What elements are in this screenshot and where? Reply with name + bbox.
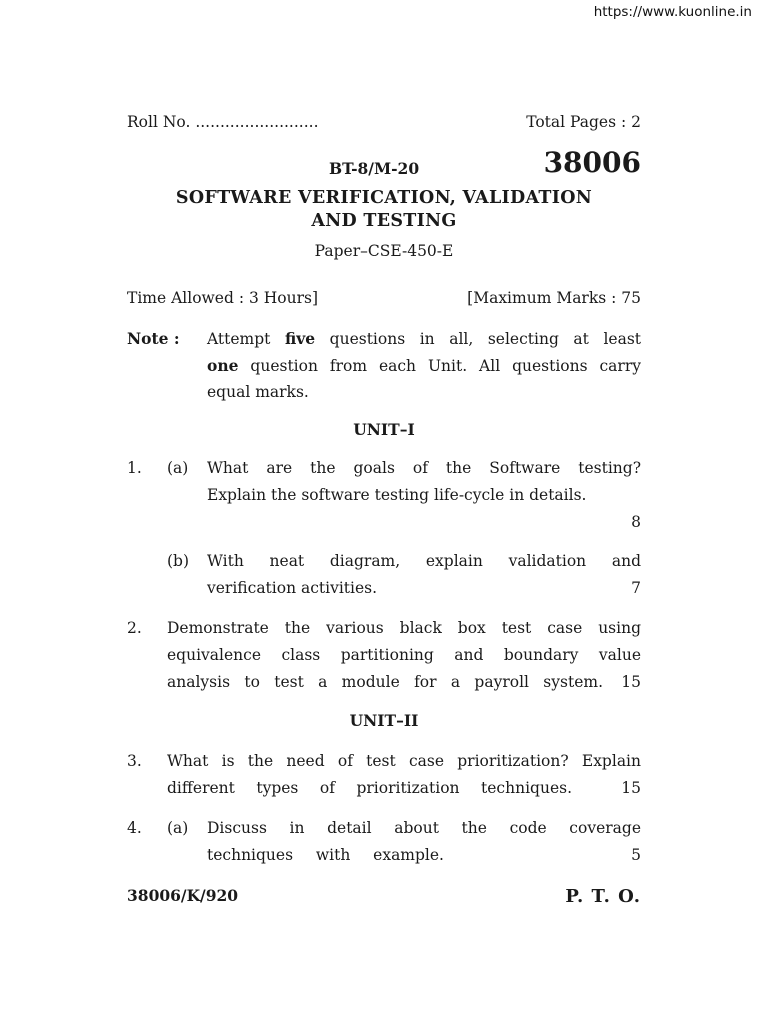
question-4a-label: (a) (167, 819, 189, 837)
question-1a-line-2: Explain the software testing life-cycle in details. (207, 486, 587, 504)
note-line-1 (207, 325, 641, 353)
source-url[interactable]: https://www.kuonline.in (593, 4, 752, 20)
question-3-marks: 15 (621, 779, 641, 797)
note-emphasis: five (284, 329, 316, 348)
footer-code: 38006/K/920 (127, 886, 239, 905)
title-line-1: SOFTWARE VERIFICATION, VALIDATION (175, 188, 593, 208)
question-1b-marks: 7 (631, 579, 641, 597)
question-2-number: 2. (127, 619, 142, 637)
note-emphasis: one (207, 356, 239, 375)
note-text: Attempt (207, 330, 285, 348)
paper-number: 38006 (543, 146, 641, 179)
question-1a-line-1: What are the goals of the Software testing? (207, 459, 641, 477)
note-text: question from each Unit. All questions carry (238, 357, 641, 375)
question-1b-line-1: With neat diagram, explain validation and (207, 552, 641, 570)
please-turn-over: P. T. O. (565, 886, 641, 907)
question-2-line-1: Demonstrate the various black box test case using (167, 619, 641, 637)
header-row (127, 113, 641, 131)
question-4a-marks: 5 (631, 846, 641, 864)
roll-no: Roll No. ......................... (127, 113, 319, 131)
maximum-marks: [Maximum Marks : 75 (467, 289, 641, 307)
footer (127, 886, 641, 907)
question-3-line-2: different types of prioritization techniques. (167, 779, 572, 797)
question-1a-marks: 8 (631, 513, 641, 531)
question-2-line-3: analysis to test a module for a payroll system. (167, 673, 603, 691)
title-line-2: AND TESTING (311, 211, 457, 231)
question-2-line-2: equivalence class partitioning and boundary value (167, 646, 641, 664)
question-3-number: 3. (127, 752, 142, 770)
question-1-number: 1. (127, 459, 142, 477)
question-3-line-1: What is the need of test case prioritization? Explain (167, 752, 641, 770)
question-4a-line-2: techniques with example. (207, 846, 444, 864)
note-line-2 (207, 352, 641, 380)
question-1b-label: (b) (167, 552, 190, 570)
note-text: questions in all, selecting at least (315, 330, 642, 348)
paper-code: Paper–CSE-450-E (314, 242, 454, 260)
time-allowed: Time Allowed : 3 Hours] (127, 289, 319, 307)
time-marks-row (127, 289, 641, 307)
exam-code: BT-8/M-20 (329, 159, 420, 178)
note-line-3: equal marks. (207, 383, 309, 401)
unit-2-heading: UNIT–II (349, 711, 419, 730)
question-4-number: 4. (127, 819, 142, 837)
unit-1-heading: UNIT–I (353, 420, 415, 439)
question-1a-label: (a) (167, 459, 189, 477)
question-1b-line-2: verification activities. (207, 579, 378, 597)
note-label: Note : (127, 329, 180, 348)
total-pages: Total Pages : 2 (526, 113, 641, 131)
question-4a-line-1: Discuss in detail about the code coverage (207, 819, 641, 837)
question-2-marks: 15 (621, 673, 641, 691)
